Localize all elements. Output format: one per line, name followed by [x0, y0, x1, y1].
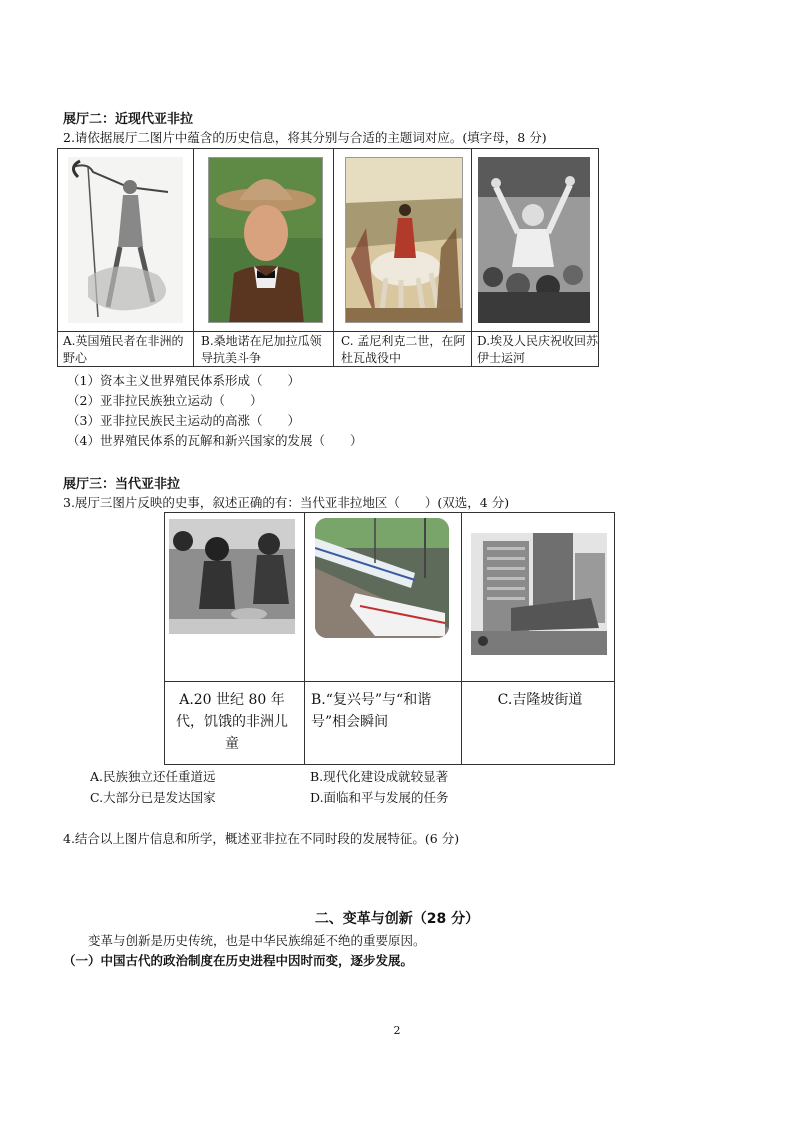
option-c: C.大部分已是发达国家 [90, 790, 216, 805]
hall2-picture-table [57, 148, 599, 367]
question-3: 3.展厅三图片反映的史事，叙述正确的有：当代亚非拉地区（ ）(双选，4 分) [63, 495, 510, 510]
option-a: A.民族独立还任重道远 [90, 769, 216, 784]
caption-b: B.“复兴号”与“和谐号”相会瞬间 [311, 692, 432, 730]
kuala-lumpur-street-image [471, 533, 607, 655]
item-1: （1）资本主义世界殖民体系形成（ ） [67, 373, 300, 388]
option-d: D.面临和平与发展的任务 [310, 790, 449, 805]
item-3: （3）亚非拉民族民主运动的高涨（ ） [67, 413, 300, 428]
caption-a: A.20 世纪 80 年代，饥饿的非洲儿童 [176, 692, 288, 752]
hall3-picture-table [164, 512, 615, 765]
question-2: 2.请依据展厅二图片中蕴含的历史信息，将其分别与合适的主题词对应。(填字母，8 分) [63, 130, 547, 145]
high-speed-trains-image [315, 518, 449, 638]
section-2-intro: 变革与创新是历史传统，也是中华民族绵延不绝的重要原因。 [88, 933, 426, 948]
item-2: （2）亚非拉民族独立运动（ ） [67, 393, 263, 408]
hall3-title: 展厅三：当代亚非拉 [63, 477, 181, 492]
question-4: 4.结合以上图片信息和所学，概述亚非拉在不同时段的发展特征。(6 分) [63, 831, 460, 846]
item-4: （4）世界殖民体系的瓦解和新兴国家的发展（ ） [67, 433, 363, 448]
caption-d: D.埃及人民庆祝收回苏伊士运河 [477, 334, 599, 365]
page-number: 2 [393, 1024, 401, 1037]
section-2-subheading: （一）中国古代的政治制度在历史进程中因时而变，逐步发展。 [63, 953, 414, 968]
suez-canal-celebration-image [478, 157, 590, 323]
caption-c: C.吉隆坡街道 [497, 692, 583, 708]
hungry-african-children-image [169, 519, 295, 634]
option-b: B.现代化建设成就较显著 [310, 769, 449, 784]
menelik-ii-battle-image [345, 157, 463, 323]
caption-c: C. 孟尼利克二世，在阿杜瓦战役中 [341, 334, 466, 365]
rhodes-colossus-cartoon-image [68, 157, 183, 323]
sandino-portrait-image [208, 157, 323, 323]
caption-a: A.英国殖民者在非洲的野心 [63, 334, 184, 365]
section-2-title: 二、变革与创新（28 分） [314, 911, 480, 927]
caption-b: B.桑地诺在尼加拉瓜领导抗美斗争 [201, 334, 322, 365]
hall2-title: 展厅二：近现代亚非拉 [63, 112, 194, 127]
